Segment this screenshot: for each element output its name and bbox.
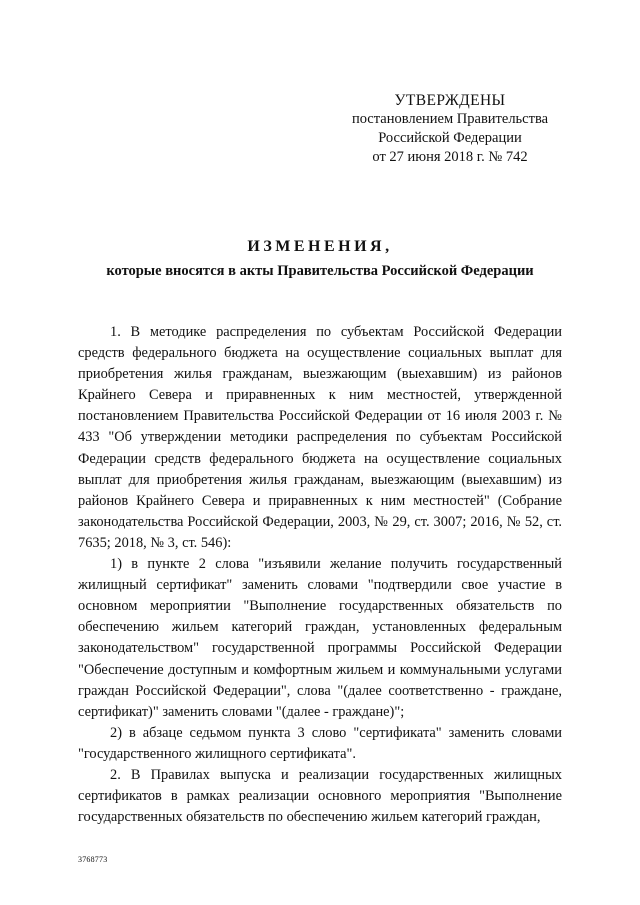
paragraph-1: 1. В методике распределения по субъектам Российской Федерации средств федерального бюджета на осуществление социальных выплат для приобретения жилья гражданам, выезжающим (выехавшим) из районов Крайнего Севера и приравненных к ним местностей, утвержденной постановлением Правительства Российской Федерации от 16 июля 2003 г. № 433 "Об утверждении методики распределения по субъектам Российской Федерации средств федерального бюджета на осуществление социальных выплат для приобретения жилья гражданам, выезжающим (выехавшим) из районов Крайнего Севера и приравненных к ним местностей" (Собрание законодательства Российской Федерации, 2003, № 29, ст. 3007; 2016, № 52, ст. 7635; 2018, № 3, ст. 546): (78, 324, 562, 551)
approval-line-2: Российской Федерации (378, 130, 522, 146)
approval-line-3: от 27 июня 2018 г. № 742 (372, 149, 528, 165)
paragraph-4: 2. В Правилах выпуска и реализации государственных жилищных сертификатов в рамках реализации основного мероприятия "Выполнение государственных обязательств по обеспечению жильем категорий граждан, (78, 766, 562, 826)
paragraph-2: 1) в пункте 2 слова "изъявили желание получить государственный жилищный сертификат" заменить словами "подтвердили свое участие в основном мероприятии "Выполнение государственных обязательств по обеспечению жильем категорий граждан, установленных федеральным законодательством" государственной программы Российской Федерации "Обеспечение доступным и комфортным жильем и коммунальными услугами граждан Российской Федерации", слова "(далее соответственно - граждане, сертификат)" заменить словами "(далее - граждане)"; (78, 556, 562, 720)
document-subtitle: которые вносятся в акты Правительства Российской Федерации (106, 263, 534, 279)
document-title: ИЗМЕНЕНИЯ, (247, 238, 393, 255)
approval-line-1: постановлением Правительства (351, 111, 549, 127)
document-code: 3768773 (78, 855, 108, 864)
paragraph-3: 2) в абзаце седьмом пункта 3 слово "сертификата" заменить словами "государственного жилищного сертификата". (78, 724, 562, 762)
approval-block (320, 91, 580, 167)
document-body (78, 322, 562, 828)
approval-heading: УТВЕРЖДЕНЫ (394, 92, 506, 109)
